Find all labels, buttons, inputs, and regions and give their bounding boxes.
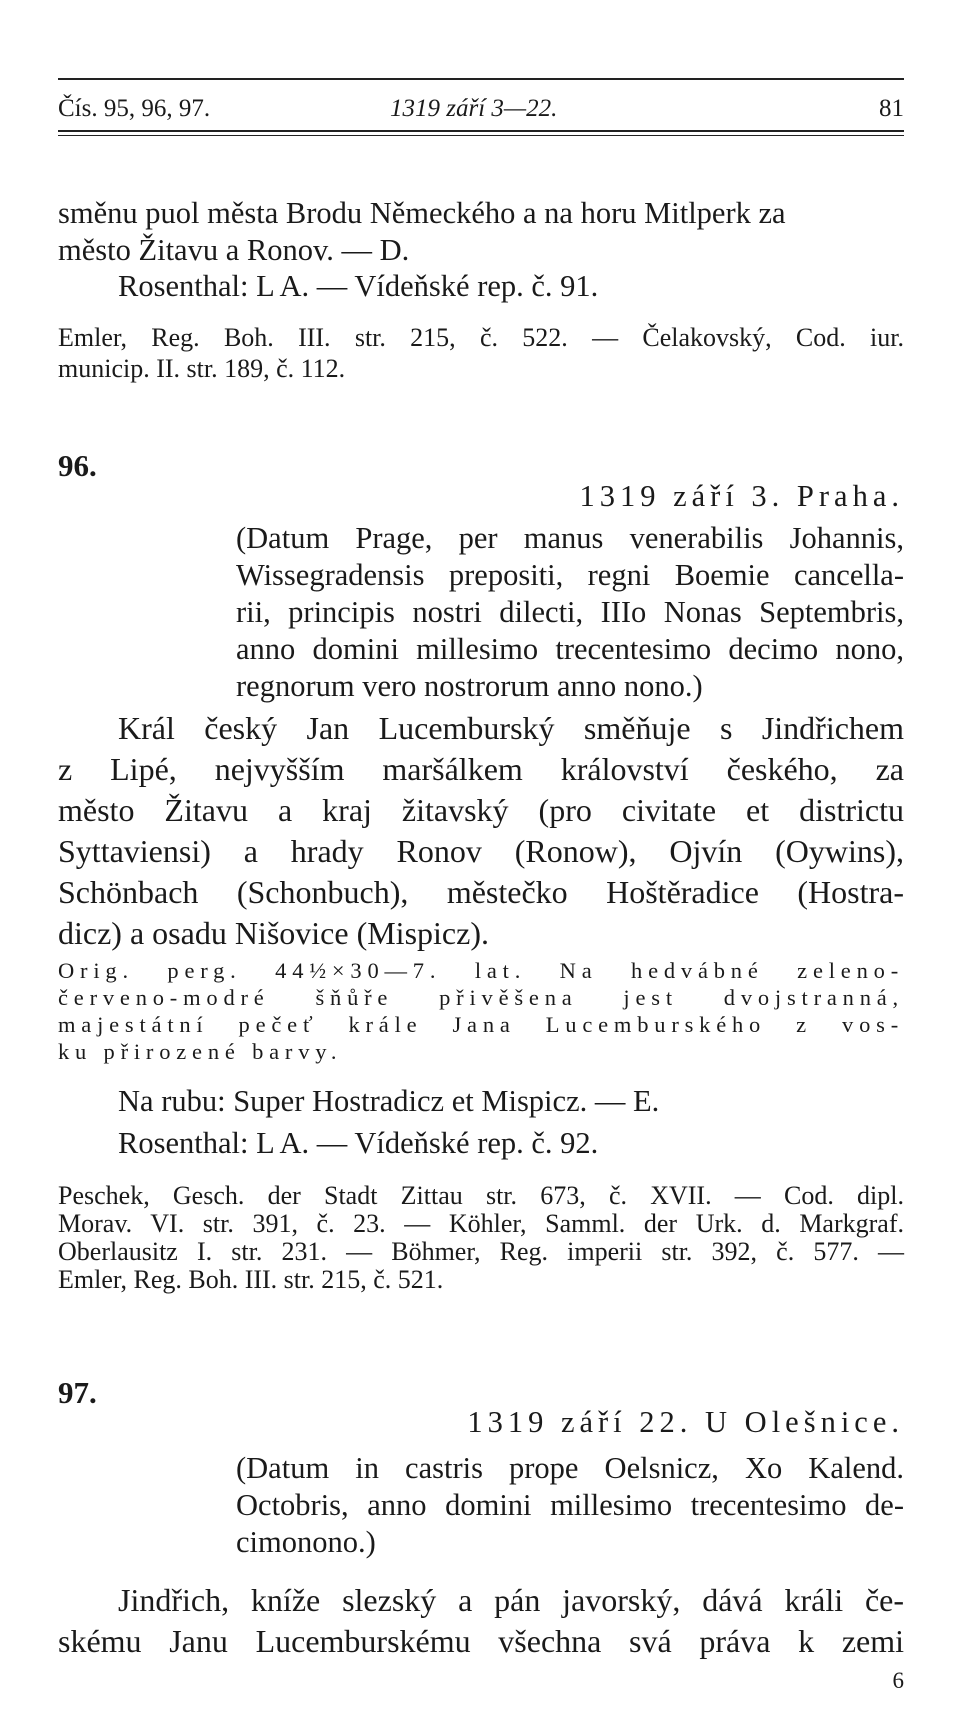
header-rule-lower (58, 135, 904, 136)
doc95-literature: Emler, Reg. Boh. III. str. 215, č. 522. — Čelakovský, Cod. iur. municip. II. str. 189, č. 112. (58, 323, 904, 383)
doc95-text-line: město Žitavu a Ronov. — D. (58, 233, 410, 267)
doc96-original-description: Orig. perg. 44½×30—7. lat. Na hedvábné zeleno- červeno-modré šňůře přivěšena jest dvojstranná, majestátní pečeť krále Jana Lucemburského z vos- ku přirozené barvy. (58, 958, 904, 1064)
signature-mark: 6 (892, 1668, 904, 1693)
doc96-literature: Peschek, Gesch. der Stadt Zittau str. 673, č. XVII. — Cod. dipl. Morav. VI. str. 391, č. 23. — Köhler, Samml. der Urk. d. Markgraf. Oberlausitz I. str. 231. — Böhmer, Reg. imperii str. 392, č. 577. — Emler, Reg. Boh. III. str. 215, č. 521. (58, 1181, 904, 1294)
running-head (58, 91, 904, 127)
doc96-archive: Rosenthal: L A. — Vídeňské rep. č. 92. (118, 1126, 599, 1160)
page-number: 81 (879, 95, 904, 122)
doc96-datum-clause: (Datum Prage, per manus venerabilis Johannis, Wissegradensis prepositi, regni Boemie cancella- rii, principis nostri dilecti, IIIo Nonas Septembris, anno domini millesimo trecentesimo decimo nono, regnorum vero nostrorum anno nono.) (236, 521, 904, 703)
doc97-regest: Jindřich, kníže slezský a pán javorský, dává králi če- skému Janu Lucemburskému všechna svá práva k zemi (58, 1582, 904, 1659)
doc96-dorse-note: Na rubu: Super Hostradicz et Mispicz. — E. (118, 1084, 660, 1118)
running-head-document-numbers: Čís. 95, 96, 97. (58, 95, 211, 122)
doc96-number: 96. (58, 448, 97, 483)
doc97-number: 97. (58, 1375, 97, 1410)
doc95-tail-text (58, 195, 904, 269)
doc96-regest: Král český Jan Lucemburský směňuje s Jindřichem z Lipé, nejvyšším maršálkem království českého, za město Žitavu a kraj žitavský (pro civitate et districtu Syttaviensi) a hrady Ronov (Ronow), Ojvín (Oywins), Schönbach (Schonbuch), městečko Hoštěradice (Hostra- dicz) a osadu Nišovice (Mispicz). (58, 710, 904, 951)
top-rule (58, 78, 904, 80)
doc97-date-place: 1319 září 22. U Olešnice. (467, 1405, 904, 1439)
doc97-datum-clause: (Datum in castris prope Oelsnicz, Xo Kalend. Octobris, anno domini millesimo trecentesimo de- cimonono.) (236, 1451, 904, 1559)
doc95-archive: Rosenthal: L A. — Vídeňské rep. č. 91. (118, 269, 599, 303)
running-head-date: 1319 září 3—22. (390, 95, 558, 122)
doc95-text-line: směnu puol města Brodu Německého a na horu Mitlperk za (58, 196, 786, 230)
header-rule-upper (58, 130, 904, 132)
doc96-date-place: 1319 září 3. Praha. (579, 479, 904, 513)
